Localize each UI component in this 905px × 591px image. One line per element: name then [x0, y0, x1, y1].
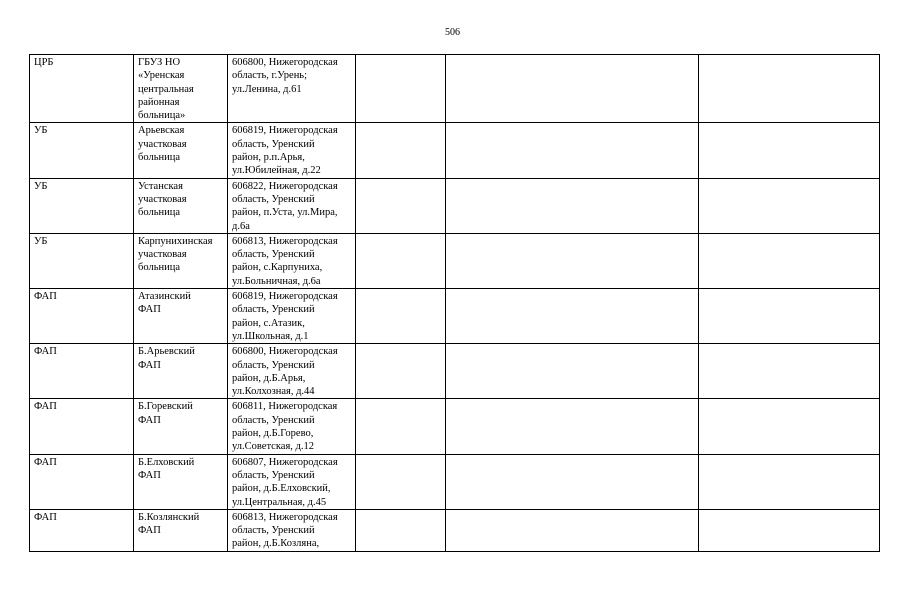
empty-cell-3 [699, 454, 880, 509]
facility-name-line: ГБУЗ НО [138, 57, 181, 68]
table-row [30, 454, 880, 509]
facility-name-line: участковая [138, 193, 187, 205]
empty-cell-1 [356, 344, 446, 399]
facility-type-cell: УБ [30, 123, 134, 178]
facility-address-line: д.6а [232, 220, 250, 232]
table-row [30, 399, 880, 454]
empty-cell-3 [699, 123, 880, 178]
empty-cell-2 [446, 399, 699, 454]
facility-name-line: ФАП [138, 469, 161, 481]
empty-cell-3 [699, 289, 880, 344]
facility-name-line: ФАП [138, 304, 161, 316]
facility-name-line: участковая [138, 249, 187, 261]
facility-address-line: область, Уренский [232, 193, 315, 205]
facility-name-cell [134, 509, 228, 551]
facility-address-cell [228, 233, 356, 288]
facility-name-line: ФАП [138, 359, 161, 371]
facility-address-line: район, д.Б.Козляна, [232, 538, 320, 550]
facility-address-line: 606819, Нижегородская [232, 125, 338, 137]
facility-address-line: ул.Ленина, д.61 [232, 83, 302, 95]
facility-address-line: 606813, Нижегородская [232, 511, 338, 523]
facility-address-cell [228, 178, 356, 233]
facility-name-line: центральная [138, 83, 194, 95]
empty-cell-1 [356, 454, 446, 509]
facility-type-cell: ФАП [30, 344, 134, 399]
facility-address-line: область, Уренский [232, 249, 315, 261]
table-row [30, 509, 880, 551]
facility-address-cell [228, 399, 356, 454]
facility-address-line: 606813, Нижегородская [232, 235, 338, 247]
table-row [30, 233, 880, 288]
empty-cell-3 [699, 178, 880, 233]
facility-name-line: Б.Елховский [138, 456, 195, 468]
empty-cell-1 [356, 123, 446, 178]
facility-address-line: ул.Колхозная, д.44 [232, 386, 315, 398]
facility-address-line: область, г.Урень; [232, 70, 308, 82]
facility-address-line: ул.Больничная, д.6а [232, 275, 321, 287]
facility-type-cell: УБ [30, 178, 134, 233]
facility-address-cell [228, 123, 356, 178]
facility-address-line: ул.Советская, д.12 [232, 441, 314, 453]
facility-address-line: ул.Юбилейная, д.22 [232, 165, 321, 177]
facility-address-line: район, д.Б.Арья, [232, 372, 306, 384]
facility-address-line: 606807, Нижегородская [232, 456, 338, 468]
page-number: 506 [445, 27, 460, 38]
empty-cell-1 [356, 55, 446, 123]
facility-table-body [30, 55, 880, 552]
facility-address-line: район, д.Б.Горево, [232, 428, 314, 440]
empty-cell-2 [446, 178, 699, 233]
facility-address-line: район, с.Атазик, [232, 317, 305, 329]
facility-address-line: 606800, Нижегородская [232, 346, 338, 358]
facility-type-cell: ФАП [30, 454, 134, 509]
facility-name-line: больница» [138, 110, 186, 122]
facility-name-line: больница [138, 152, 180, 164]
empty-cell-3 [699, 55, 880, 123]
facility-name-line: ФАП [138, 525, 161, 537]
facility-name-line: Б.Горевский [138, 401, 193, 413]
facility-address-line: область, Уренский [232, 138, 315, 150]
facility-name-line: районная [138, 96, 180, 108]
facility-address-line: область, Уренский [232, 525, 315, 537]
empty-cell-2 [446, 344, 699, 399]
facility-name-line: больница [138, 207, 180, 219]
facility-address-line: район, с.Карпуниха, [232, 262, 323, 274]
facility-address-line: район, п.Уста, ул.Мира, [232, 207, 338, 219]
empty-cell-2 [446, 123, 699, 178]
facility-name-line: «Уренская [138, 70, 185, 82]
facility-address-cell [228, 289, 356, 344]
facility-address-cell [228, 55, 356, 123]
empty-cell-3 [699, 399, 880, 454]
facility-name-line: Б.Арьевский [138, 346, 195, 358]
empty-cell-2 [446, 289, 699, 344]
facility-address-line: 606811, Нижегородская [232, 401, 338, 413]
facility-address-cell [228, 509, 356, 551]
empty-cell-1 [356, 289, 446, 344]
table-row [30, 123, 880, 178]
facility-type-cell: УБ [30, 233, 134, 288]
facility-name-line: Атазинский [138, 291, 191, 303]
facility-table [29, 54, 880, 552]
facility-address-line: 606819, Нижегородская [232, 291, 338, 303]
empty-cell-2 [446, 233, 699, 288]
facility-address-line: 606822, Нижегородская [232, 180, 338, 192]
facility-name-line: Карпунихинская [138, 235, 213, 247]
facility-address-line: область, Уренский [232, 414, 315, 426]
facility-name-cell [134, 289, 228, 344]
empty-cell-1 [356, 509, 446, 551]
facility-address-line: область, Уренский [232, 304, 315, 316]
facility-address-line: район, д.Б.Елховский, [232, 483, 331, 495]
empty-cell-1 [356, 399, 446, 454]
facility-address-line: район, р.п.Арья, [232, 152, 305, 164]
facility-address-line: ул.Школьная, д.1 [232, 330, 309, 342]
table-row [30, 344, 880, 399]
empty-cell-1 [356, 178, 446, 233]
facility-name-cell [134, 178, 228, 233]
facility-name-line: больница [138, 262, 180, 274]
facility-address-cell [228, 344, 356, 399]
facility-name-cell [134, 454, 228, 509]
table-row [30, 178, 880, 233]
facility-name-cell [134, 399, 228, 454]
facility-name-cell [134, 123, 228, 178]
facility-address-line: ул.Центральная, д.45 [232, 496, 327, 508]
empty-cell-2 [446, 454, 699, 509]
facility-address-line: область, Уренский [232, 359, 315, 371]
empty-cell-1 [356, 233, 446, 288]
facility-name-cell [134, 233, 228, 288]
facility-address-line: область, Уренский [232, 469, 315, 481]
facility-name-line: Б.Козлянский [138, 511, 200, 523]
table-row [30, 289, 880, 344]
empty-cell-2 [446, 55, 699, 123]
facility-name-line: Арьевская [138, 125, 185, 137]
facility-name-cell [134, 55, 228, 123]
facility-name-line: Устанская [138, 180, 183, 192]
facility-name-line: ФАП [138, 414, 161, 426]
facility-type-cell: ФАП [30, 289, 134, 344]
empty-cell-2 [446, 509, 699, 551]
facility-type-cell: ЦРБ [30, 55, 134, 123]
empty-cell-3 [699, 509, 880, 551]
facility-type-cell: ФАП [30, 509, 134, 551]
table-row [30, 55, 880, 123]
facility-name-cell [134, 344, 228, 399]
empty-cell-3 [699, 344, 880, 399]
empty-cell-3 [699, 233, 880, 288]
facility-address-line: 606800, Нижегородская [232, 57, 338, 68]
facility-name-line: участковая [138, 138, 187, 150]
facility-address-cell [228, 454, 356, 509]
facility-type-cell: ФАП [30, 399, 134, 454]
